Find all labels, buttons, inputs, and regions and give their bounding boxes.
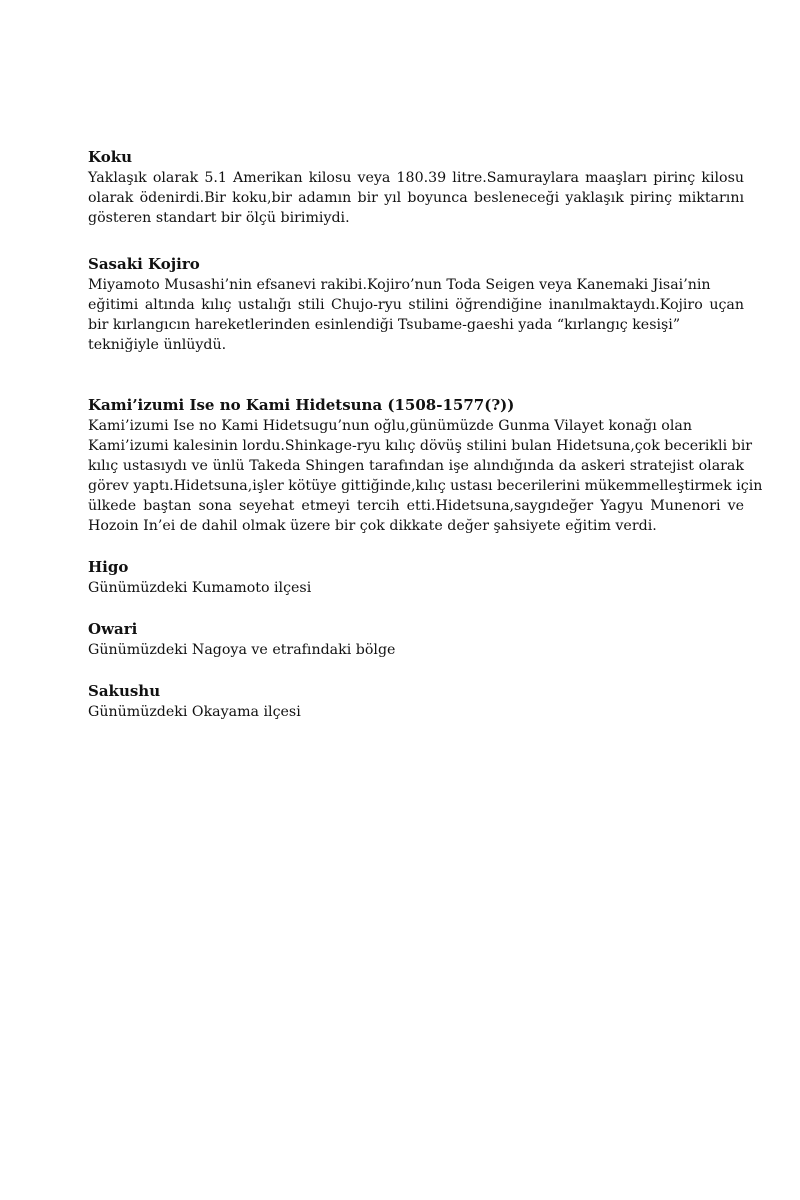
definition-line: olarak ödenirdi.Bir koku,bir adamın bir yıl boyunca besleneceği yaklaşık pirinç miktarını <box>88 190 744 206</box>
glossary-definition <box>88 702 744 722</box>
definition-line: Miyamoto Musashi’nin efsanevi rakibi.Kojiro’nun Toda Seigen veya Kanemaki Jisai’nin <box>88 277 711 293</box>
definition-line: tekniğiyle ünlüydü. <box>88 337 227 353</box>
glossary-term: Sasaki Kojiro <box>88 255 200 273</box>
definition-line: Kami’izumi Ise no Kami Hidetsugu’nun oğlu,günümüzde Gunma Vilayet konağı olan <box>88 418 692 434</box>
definition-line: gösteren standart bir ölçü birimiydi. <box>88 210 350 226</box>
definition-line: Günümüzdeki Kumamoto ilçesi <box>88 580 312 596</box>
glossary-term: Kami’izumi Ise no Kami Hidetsuna (1508-1577(?)) <box>88 396 515 414</box>
spacer <box>88 598 744 619</box>
glossary-entry-kamiizumi-hidetsuna <box>88 395 763 536</box>
spacer <box>88 228 744 254</box>
definition-line: Günümüzdeki Okayama ilçesi <box>88 704 301 720</box>
glossary-entry-higo <box>88 557 744 598</box>
glossary-definition <box>88 275 744 355</box>
glossary-term: Koku <box>88 148 133 166</box>
definition-line: eğitimi altında kılıç ustalığı stili Chujo-ryu stilini öğrendiğine inanılmaktaydı.Kojiro uçan <box>88 297 744 313</box>
definition-line: görev yaptı.Hidetsuna,işler kötüye gittiğinde,kılıç ustası becerilerini mükemmelleştirmek için <box>88 478 763 494</box>
glossary-definition <box>88 578 744 598</box>
glossary-definition <box>88 640 744 660</box>
definition-line: Günümüzdeki Nagoya ve etrafındaki bölge <box>88 642 396 658</box>
spacer <box>88 536 744 557</box>
definition-line: kılıç ustasıydı ve ünlü Takeda Shingen tarafından işe alındığında da askeri stratejist olarak <box>88 458 744 474</box>
glossary-term: Higo <box>88 558 129 576</box>
glossary-term: Owari <box>88 620 138 638</box>
glossary-term: Sakushu <box>88 682 161 700</box>
spacer <box>88 660 744 681</box>
glossary-entry-owari <box>88 619 744 660</box>
spacer <box>88 355 744 395</box>
glossary-page <box>88 147 763 722</box>
glossary-entry-sakushu <box>88 681 744 722</box>
definition-line: ülkede baştan sona seyehat etmeyi tercih etti.Hidetsuna,saygıdeğer Yagyu Munenori ve <box>88 498 744 514</box>
glossary-entry-koku <box>88 147 744 228</box>
glossary-entry-sasaki-kojiro <box>88 254 744 355</box>
definition-line: Kami’izumi kalesinin lordu.Shinkage-ryu kılıç dövüş stilini bulan Hidetsuna,çok becerikli bir <box>88 438 753 454</box>
definition-line: Hozoin In’ei de dahil olmak üzere bir çok dikkate değer şahsiyete eğitim verdi. <box>88 518 657 534</box>
glossary-definition <box>88 168 744 228</box>
definition-line: bir kırlangıcın hareketlerinden esinlendiği Tsubame-gaeshi yada “kırlangıç kesişi” <box>88 317 681 333</box>
definition-line: Yaklaşık olarak 5.1 Amerikan kilosu veya 180.39 litre.Samuraylara maaşları pirinç kilosu <box>88 170 744 186</box>
glossary-definition <box>88 416 763 536</box>
